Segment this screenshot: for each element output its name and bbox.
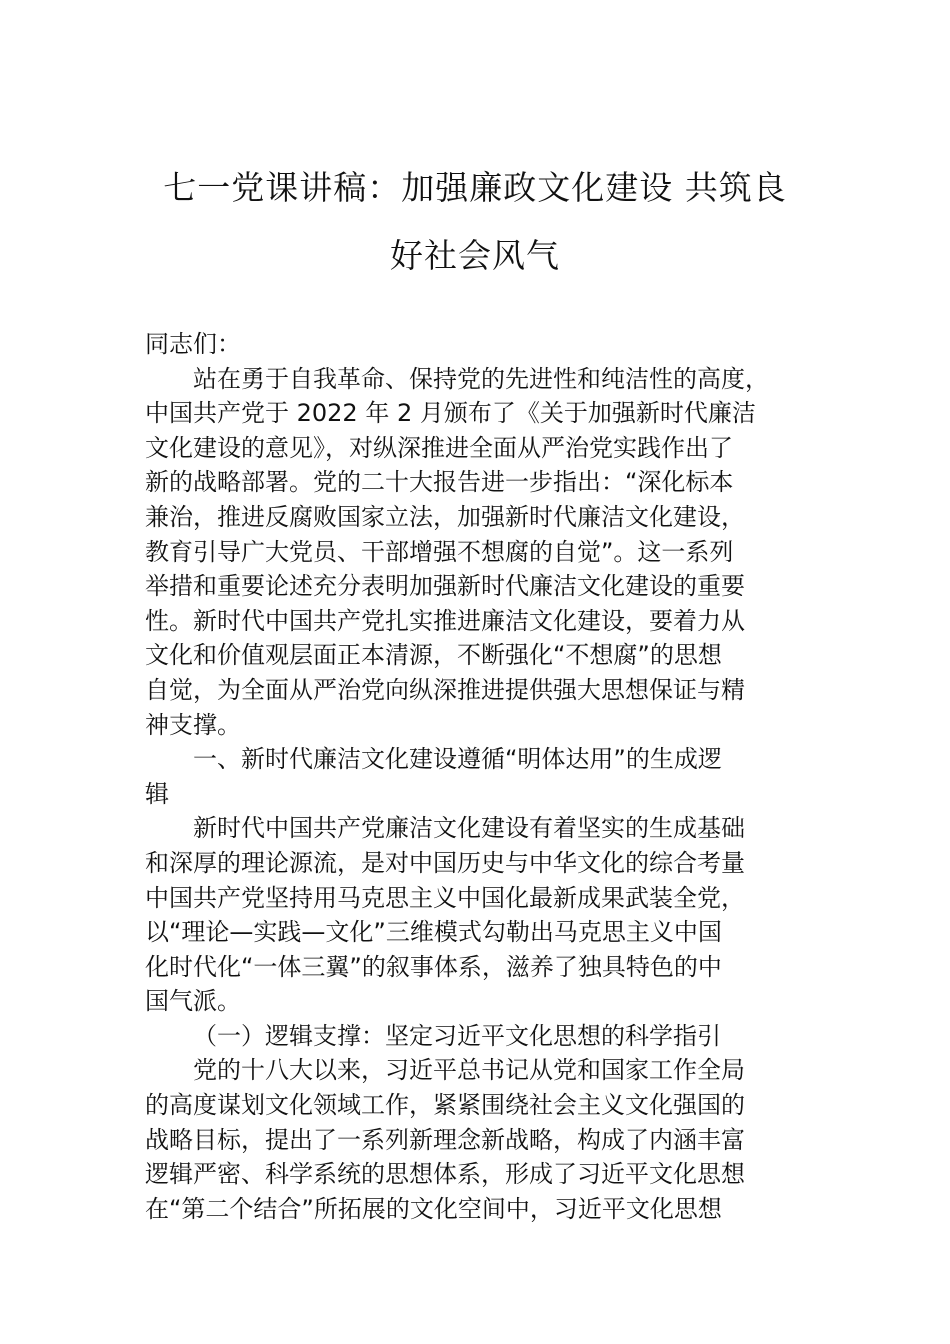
document-title-line-2: 好社会风气 [390, 236, 560, 275]
body-line: 战略目标，提出了一系列新理念新战略，构成了内涵丰富 [145, 1125, 745, 1154]
body-line: 党的十八大以来，习近平总书记从党和国家工作全局 [193, 1056, 745, 1085]
body-line: 神支撑。 [145, 710, 241, 739]
body-line: 新时代中国共产党廉洁文化建设有着坚实的生成基础 [193, 814, 745, 843]
section-heading: 一、新时代廉洁文化建设遵循“明体达用”的生成逻 [193, 745, 722, 774]
body-line: 兼治，推进反腐败国家立法，加强新时代廉洁文化建设， [145, 502, 745, 531]
document-title-line-1: 七一党课讲稿：加强廉政文化建设 共筑良 [163, 168, 787, 207]
body-line: 文化和价值观层面正本清源，不断强化“不想腐”的思想 [145, 641, 722, 670]
body-line: 和深厚的理论源流，是对中国历史与中华文化的综合考量 [145, 848, 745, 877]
body-line: 性。新时代中国共产党扎实推进廉洁文化建设，要着力从 [145, 606, 745, 635]
body-line: 文化建设的意见》，对纵深推进全面从严治党实践作出了 [145, 433, 733, 462]
salutation: 同志们： [145, 330, 241, 358]
body-line: 新的战略部署。党的二十大报告进一步指出：“深化标本 [145, 468, 734, 497]
body-line: 教育引导广大党员、干部增强不想腐的自觉”。这一系列 [145, 537, 734, 566]
body-line: 在“第二个结合”所拓展的文化空间中，习近平文化思想 [145, 1194, 722, 1223]
body-line: 中国共产党坚持用马克思主义中国化最新成果武装全党， [145, 883, 745, 912]
body-line: 站在勇于自我革命、保持党的先进性和纯洁性的高度， [193, 364, 769, 393]
body-line: 国气派。 [145, 987, 241, 1016]
body-line: 举措和重要论述充分表明加强新时代廉洁文化建设的重要 [145, 572, 745, 601]
body-line: 以“理论—实践—文化”三维模式勾勒出马克思主义中国 [145, 918, 722, 947]
body-line: 中国共产党于 2022 年 2 月颁布了《关于加强新时代廉洁 [145, 399, 756, 428]
subsection-heading: （一）逻辑支撑：坚定习近平文化思想的科学指引 [193, 1021, 721, 1050]
section-heading-cont: 辑 [145, 779, 169, 808]
body-line: 的高度谋划文化领域工作，紧紧围绕社会主义文化强国的 [145, 1091, 745, 1120]
body-line: 逻辑严密、科学系统的思想体系，形成了习近平文化思想 [145, 1160, 745, 1189]
body-line: 自觉，为全面从严治党向纵深推进提供强大思想保证与精 [145, 675, 745, 704]
document-body [145, 327, 815, 1226]
body-line: 化时代化“一体三翼”的叙事体系，滋养了独具特色的中 [145, 952, 722, 981]
